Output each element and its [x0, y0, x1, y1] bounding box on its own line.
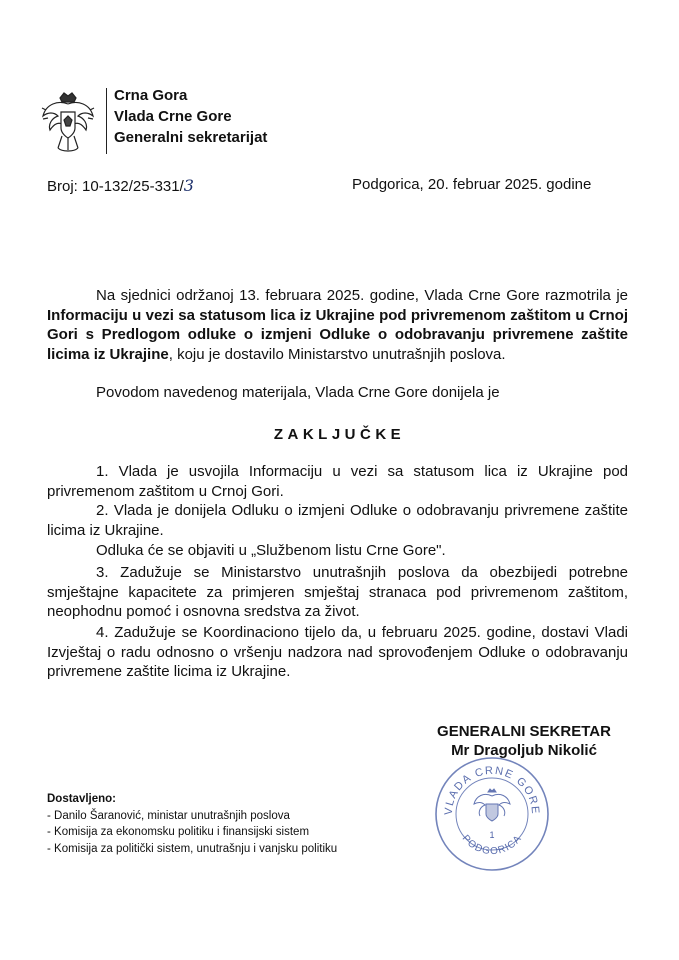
intro-part2: , koju je dostavilo Ministarstvo unutrašnjih poslova.	[168, 345, 506, 363]
conclusions-title: ZAKLJUČKE	[273, 426, 406, 443]
stamp-city: PODGORICA	[459, 833, 525, 858]
stamp-text: VLADA CRNE GORE	[442, 764, 542, 816]
letterhead	[114, 86, 267, 149]
stamp-crest-icon	[474, 789, 510, 821]
signature-name: Mr Dragoljub Nikolić	[451, 742, 597, 759]
signature-title: GENERALNI SEKRETAR	[437, 723, 611, 740]
conclusion-item-2: 2. Vlada je donijela Odluku o izmjeni Odluke o odobravanju privremene zaštite licima iz Ukrajine.	[47, 502, 628, 539]
conclusion-item-2-note: Odluka će se objaviti u „Službenom listu Crne Gore".	[96, 542, 446, 559]
reference-handwritten: 3	[183, 176, 194, 195]
signature-block	[414, 722, 634, 760]
stamp-number: 1	[489, 830, 495, 840]
distribution-title: Dostavljeno:	[47, 793, 117, 805]
official-stamp	[430, 752, 554, 876]
conclusion-item-4: 4. Zadužuje se Koordinaciono tijelo da, u februaru 2025. godine, dostavi Vladi Izvještaj o radu odnosno o vršenju nadzora nad sprovođenjem Odluke o odobravanju privremene zaštite licima iz Ukrajine.	[47, 624, 628, 680]
intro-bold: Informaciju u vezi sa statusom lica iz Ukrajine pod privremenom zaštitom u Crnoj Gori s Predlogom odluke o izmjeni Odluke o odobravanju privremene zaštite licima iz Ukrajine	[47, 306, 628, 363]
distribution-list	[47, 791, 337, 857]
place-date: Podgorica, 20. februar 2025. godine	[352, 176, 592, 193]
coat-of-arms-icon	[40, 90, 96, 154]
conclusion-item-1: 1. Vlada je usvojila Informaciju u vezi sa statusom lica iz Ukrajine pod privremenom zaštitom u Crnoj Gori.	[47, 463, 628, 500]
intro-part1: Na sjednici održanoj 13. februara 2025. godine, Vlada Crne Gore razmotrila je	[96, 287, 628, 304]
intro-paragraph	[47, 286, 628, 364]
header-office: Generalni sekretarijat	[114, 129, 268, 146]
distribution-item: - Komisija za politički sistem, unutrašnju i vanjsku politiku	[47, 842, 338, 855]
reference-number	[47, 176, 194, 195]
distribution-item: - Danilo Šaranović, ministar unutrašnjih poslova	[47, 809, 290, 822]
header-divider	[106, 88, 107, 154]
reference-label: Broj: 10-132/25-331/	[47, 178, 184, 195]
conclusion-item-3: 3. Zadužuje se Ministarstvo unutrašnjih poslova da obezbijedi potrebne smještajne kapacitete za primjeren smještaj stranaca pod privremenom zaštitom, neophodnu pomoć i osnovna sredstva za život.	[47, 564, 628, 620]
distribution-item: - Komisija za ekonomsku politiku i finansijski sistem	[47, 826, 310, 838]
header-country: Crna Gora	[114, 87, 188, 104]
intro-second-paragraph: Povodom navedenog materijala, Vlada Crne Gore donijela je	[96, 384, 500, 401]
header-government: Vlada Crne Gore	[114, 108, 232, 125]
